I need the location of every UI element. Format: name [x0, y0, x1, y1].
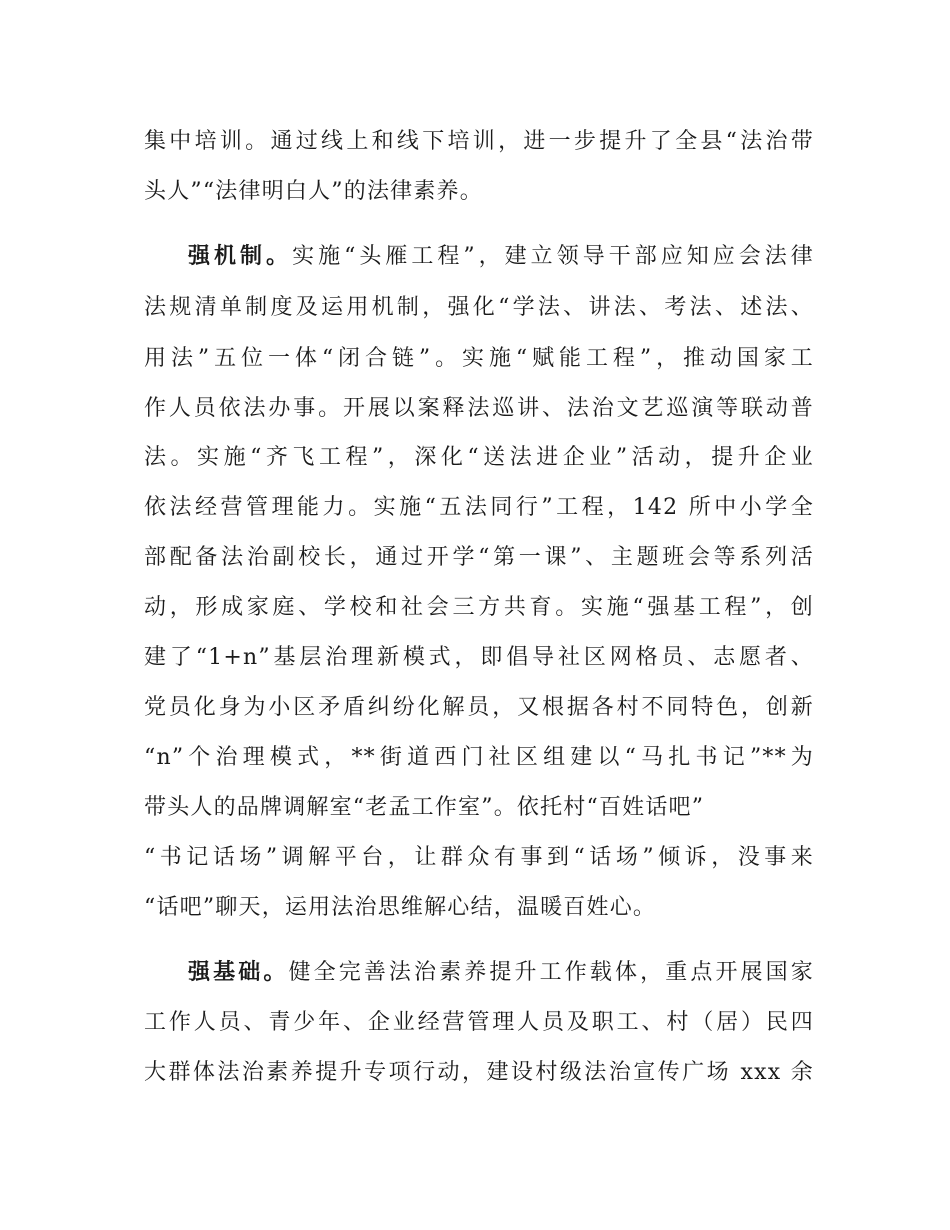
p2-line-11: “n”个治理模式，**街道西门社区组建以“马扎书记”**为	[144, 745, 814, 770]
p2-line-12: 带头人的品牌调解室“老孟工作室”。依托村“百姓话吧”	[144, 795, 705, 820]
p3-heading: 强基础。	[188, 960, 289, 985]
p3-line-2: 工作人员、青少年、企业经营管理人员及职工、村（居）民四	[144, 1010, 814, 1035]
p2-line-1	[188, 237, 814, 277]
p2-line-4: 作人员依法办事。开展以案释法巡讲、法治文艺巡演等联动普	[144, 396, 814, 421]
p2-line-5: 法。实施“齐飞工程”，深化“送法进企业”活动，提升企业	[144, 445, 814, 470]
p1-line-1: 集中培训。通过线上和线下培训，进一步提升了全县“法治带	[144, 129, 814, 154]
p2-line-1-text: 实施“头雁工程”，建立领导干部应知应会法律	[292, 244, 814, 269]
p2-heading: 强机制。	[188, 244, 293, 269]
p2-line-2: 法规清单制度及运用机制，强化“学法、讲法、考法、述法、	[144, 295, 814, 320]
p3-line-3: 大群体法治素养提升专项行动，建设村级法治宣传广场 xxx 余	[144, 1060, 814, 1085]
p3-line-1	[188, 953, 814, 993]
p2-line-6: 依法经营管理能力。实施“五法同行”工程，142 所中小学全	[144, 495, 814, 520]
p2-line-7: 部配备法治副校长，通过开学“第一课”、主题班会等系列活	[144, 545, 814, 570]
p2-line-9: 建了“1+n”基层治理新模式，即倡导社区网格员、志愿者、	[144, 645, 814, 670]
p1-line-2: 头人”“法律明白人”的法律素养。	[144, 179, 483, 204]
p2-line-14: “话吧”聊天，运用法治思维解心结，温暖百姓心。	[144, 895, 657, 920]
p3-line-1-text: 健全完善法治素养提升工作载体，重点开展国家	[288, 960, 814, 985]
p2-line-10: 党员化身为小区矛盾纠纷化解员，又根据各村不同特色，创新	[144, 695, 814, 720]
p2-line-3: 用法”五位一体“闭合链”。实施“赋能工程”，推动国家工	[144, 346, 814, 371]
p2-line-8: 动，形成家庭、学校和社会三方共育。实施“强基工程”，创	[144, 595, 814, 620]
p2-line-13: “书记话场”调解平台，让群众有事到“话场”倾诉，没事来	[144, 845, 814, 870]
